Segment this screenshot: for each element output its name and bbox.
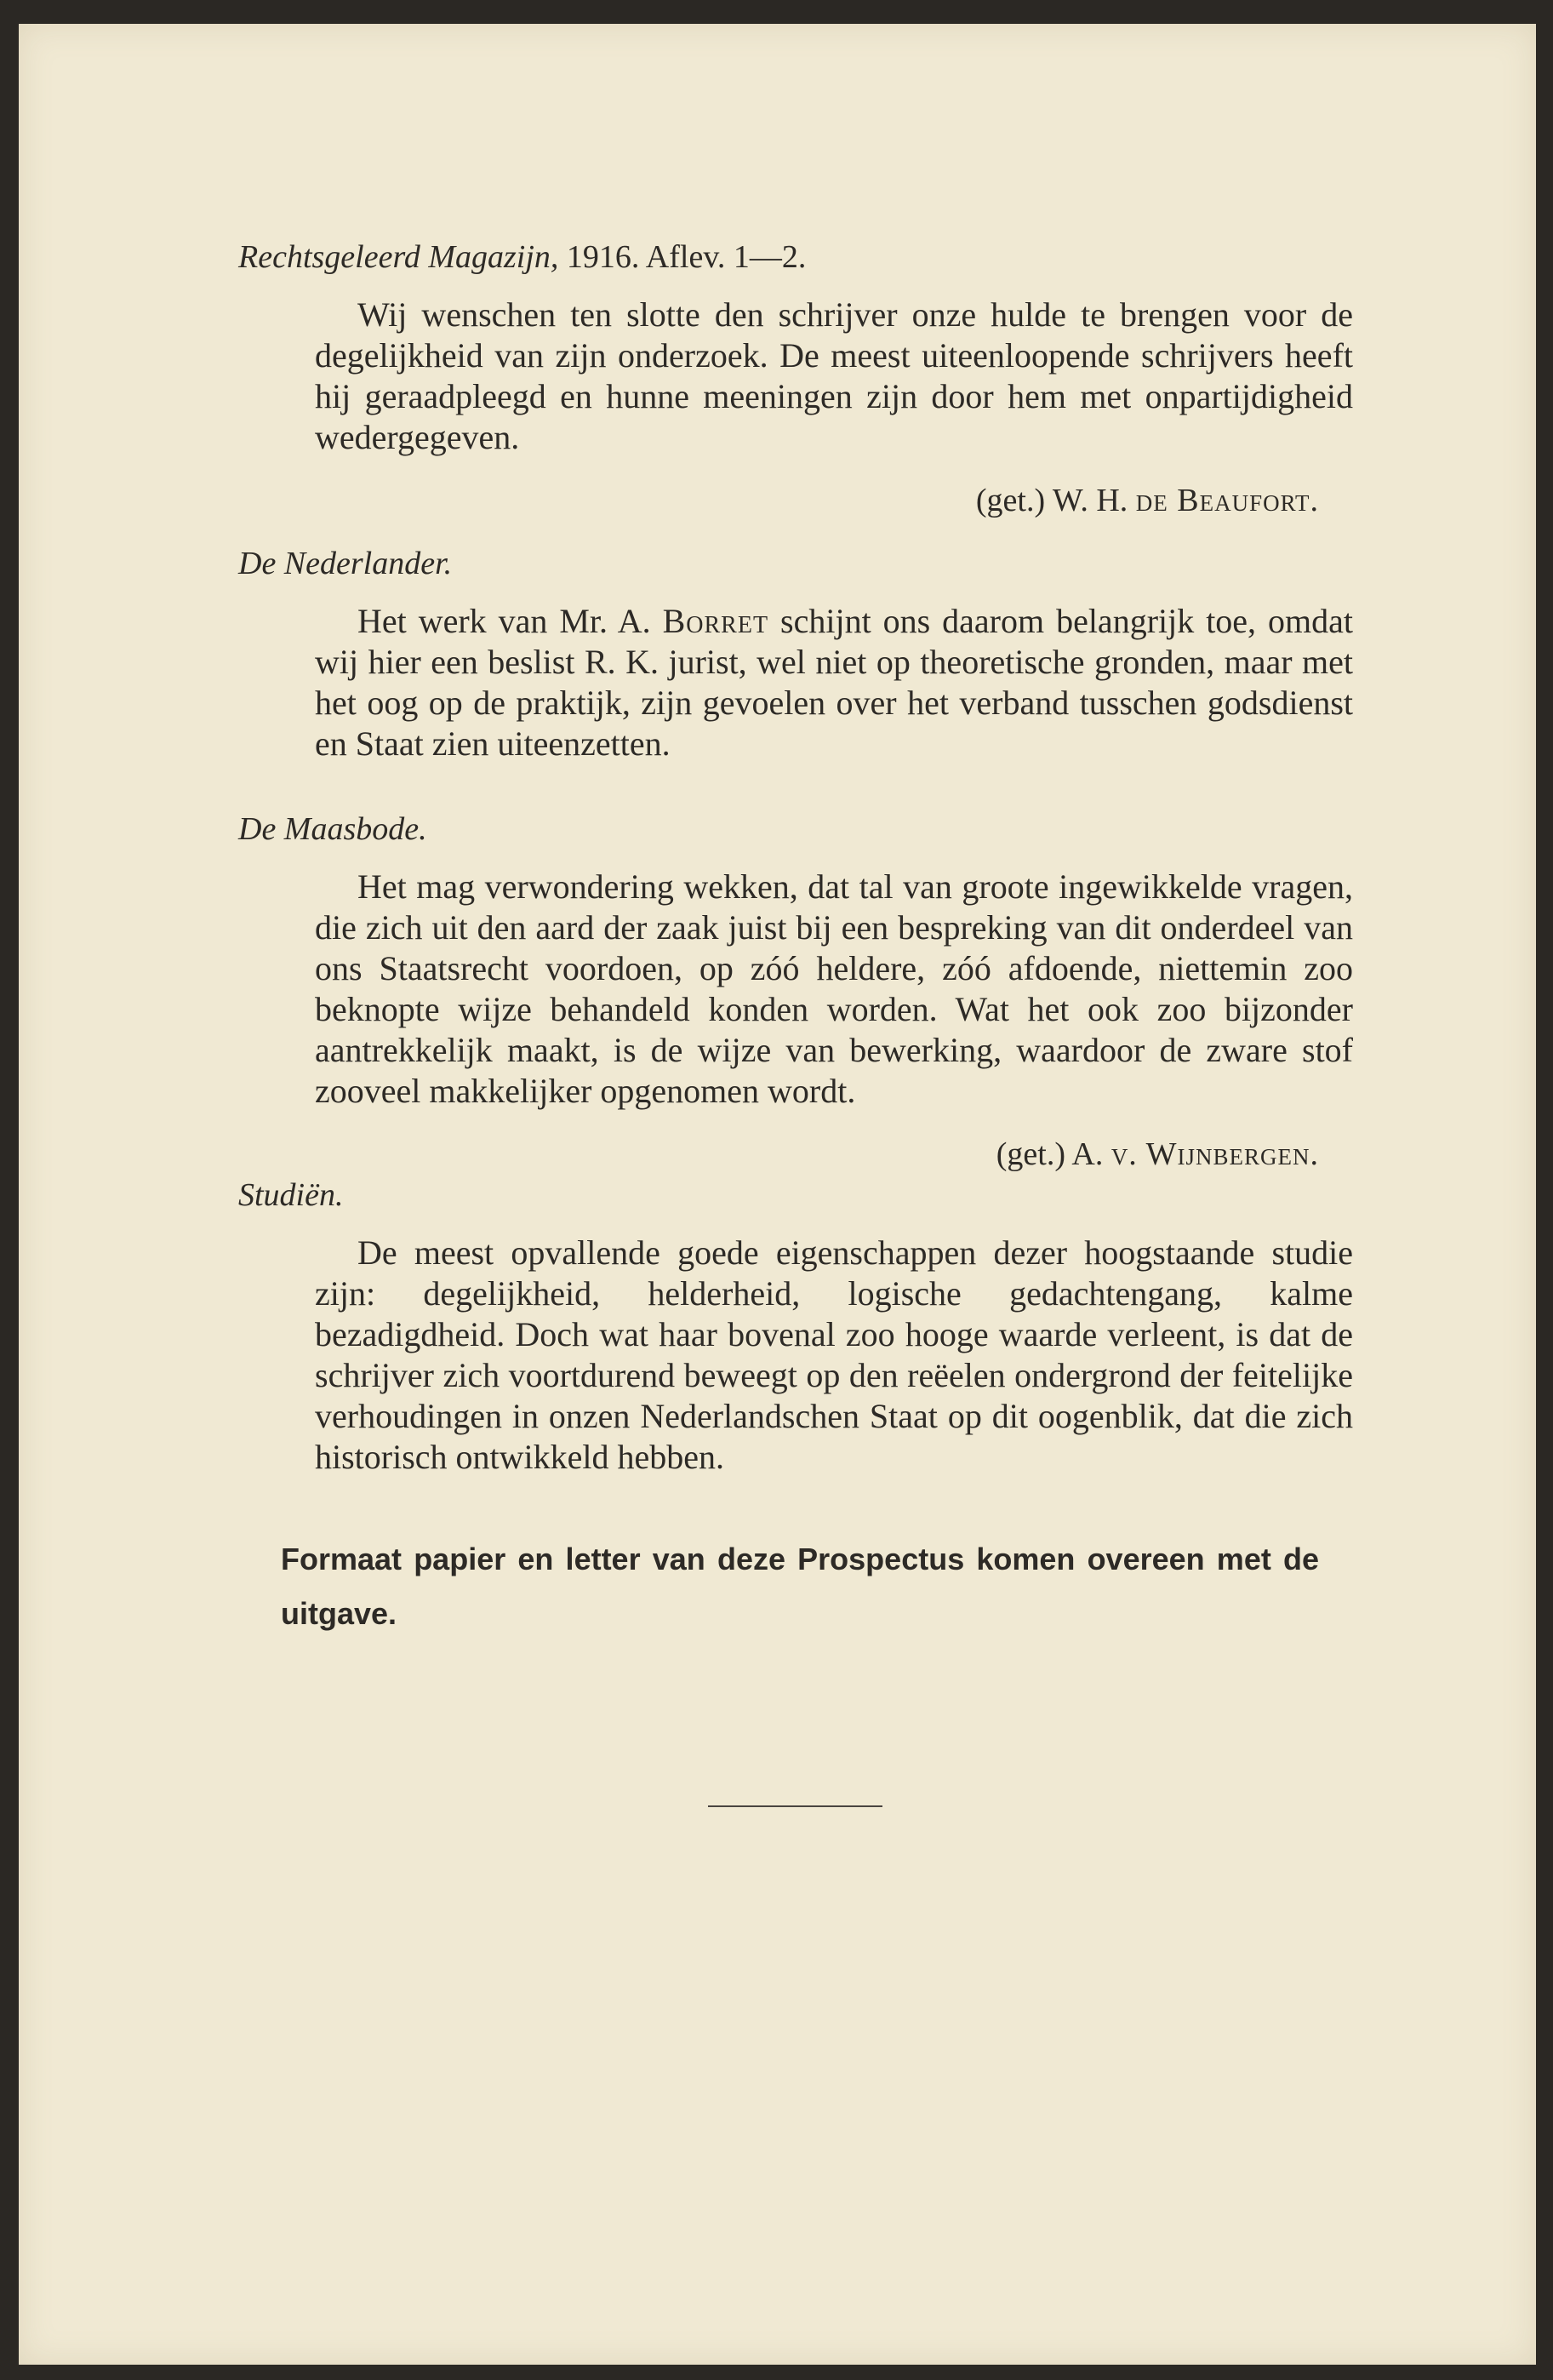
document-page [19, 24, 1536, 2365]
signature-prefix: (get.) A. [996, 1136, 1111, 1172]
review-text-before: Het werk van Mr. A. [357, 602, 663, 640]
review-source-rechtsgeleerd-magazijn [238, 237, 1353, 277]
review-signature [238, 1134, 1353, 1175]
review-source-studien: Studiën. [238, 1177, 344, 1213]
review-signature [238, 480, 1353, 521]
signature-name: v. Wijnbergen. [1111, 1136, 1319, 1172]
source-title: Rechtsgeleerd Magazijn, [238, 239, 559, 275]
review-text [238, 601, 1353, 764]
document-content [238, 237, 1353, 1641]
review-source-de-maasbode: De Maasbode. [238, 811, 427, 847]
author-name: Borret [662, 602, 769, 640]
review-text: Wij wenschen ten slotte den schrijver onze hulde te brengen voor de degelijkheid van zijn onderzoek. De meest uiteenloopende schrijvers heeft hij geraadpleegd en hunne meeningen zijn door hem met onpartijdigheid wedergegeven. [315, 295, 1353, 456]
closing-note: Formaat papier en letter van deze Prospectus komen overeen met de uitgave. [281, 1542, 1319, 1631]
closing-rule [708, 1805, 882, 1807]
review-text: De meest opvallende goede eigenschappen dezer hoogstaande studie zijn: degelijkheid, helderheid, logische gedachtengang, kalme bezadigdheid. Doch wat haar bovenal zoo hooge waarde verleent, is dat de schrijver zich voortdurend beweegt op den reëelen ondergrond der feitelijke verhoudingen in onzen Nederlandschen Staat op dit oogenblik, dat die zich historisch ontwikkeld hebben. [315, 1233, 1353, 1476]
review-source-de-nederlander: De Nederlander. [238, 546, 453, 581]
signature-name: de Beaufort. [1135, 483, 1319, 518]
review-text: Het mag verwondering wekken, dat tal van groote ingewikkelde vragen, die zich uit den aard der zaak juist bij een bespreking van dit onderdeel van ons Staatsrecht voordoen, op zóó heldere, zóó afdoende, niettemin zoo beknopte wijze behandeld konden worden. Wat het ook zoo bijzonder aantrekkelijk maakt, is de wijze van bewerking, waardoor de zware stof zooveel makkelijker opgenomen wordt. [315, 867, 1353, 1110]
review-text-after: schijnt ons daarom belangrijk toe, omdat wij hier een beslist R. K. jurist, wel niet op theoretische gronden, maar met het oog op de praktijk, zijn gevoelen over het verband tusschen godsdienst en Staat zien uiteenzetten. [315, 602, 1353, 763]
source-issue: 1916. Aflev. 1—2. [558, 239, 807, 275]
signature-prefix: (get.) W. H. [975, 483, 1136, 518]
